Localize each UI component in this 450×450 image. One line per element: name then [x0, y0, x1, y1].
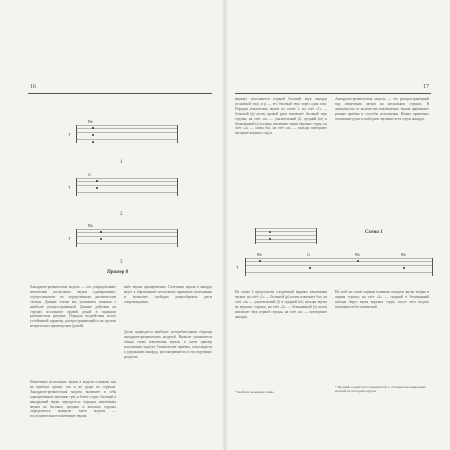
scheme-grid-small	[255, 228, 317, 244]
paragraph: Аккордово-ритмическая модель — это распространённый вид извлечения звуков на нескольких струнах. В зависимости от количества извлекаемых звуков применяют разные приёмы и способы исполнения. Важно правильно положение руки и свободное звучание всех струн аккорда.	[335, 97, 429, 121]
paragraph: Извлечение нескольких звуков в модели основано как на приёмах щипка, так и на удара по струнам. Аккордово-ритмическая модель включает в себя одновременное звучание трёх и более струн; басовый и аккордовый звуки чередуются; порядок извлечения звуков на басовых, средних и высоких струнах определяется номером такта модели — последовательное извлечение звуков.	[30, 380, 116, 419]
tab-label: Т	[68, 236, 71, 241]
chord-label: Bb	[355, 252, 360, 257]
scheme-caption: Схема 1	[365, 230, 383, 235]
tab-label: Т	[68, 132, 71, 137]
chord-label: Bb	[401, 252, 406, 257]
header-rule-right	[235, 93, 431, 94]
tab-grid-2	[76, 178, 178, 196]
tab-label: Т	[236, 265, 239, 270]
chord-label: Bb	[88, 119, 93, 124]
chord-label: G	[307, 252, 310, 257]
measure-mark: 2	[120, 212, 123, 217]
chord-label: G	[88, 172, 91, 177]
tab-label: Т	[68, 185, 71, 190]
paragraph: Далее приводится наиболее употребительные образцы аккордово-ритмических моделей. Вначале указывается общая схема извлечения звуков, а затем пример исполнения модели. Технические приёмы, относящиеся к удержанию аккорда, рассматриваются в последующих разделах.	[124, 330, 212, 359]
chord-label: Bb	[88, 223, 93, 228]
measure-mark: 3	[120, 260, 123, 265]
example-caption: Пример 8	[107, 270, 129, 275]
footnote-right: * Звучание создаётся на совокупности 1–16 вариантов аккордовых моделей на www.guitar-gpsy.ru	[335, 385, 426, 394]
tab-grid-3	[76, 229, 178, 247]
paragraph: На этой же схеме первым плавным пальцем звучат вторая и первая струны; на счёт «2» — средний и безымянный пальцы берут звуки верхних струн, после чего модель повторяется без изменений.	[335, 290, 429, 309]
footnote-left: * Колбасы пальцевые схемы	[235, 390, 274, 394]
chord-label: Bb	[257, 252, 262, 257]
paragraph: вариант исполняется первый басовый звук аккорда (основной тон), и р — его басовый звук через один такт. Порядок извлечения звуков по схеме 1: на счёт «1» — большой (p) палец правой руки извлекает басовый звук струны; на счёт «и» — указательный (i), средний (m) и безымянный (a) пальцы извлекают звуки верхних струн; на счёт «2» — снова бас, на счёт «и» — пальцы повторяют звучание верхних струн.	[235, 97, 327, 136]
header-rule-left	[28, 93, 212, 94]
paragraph: Аккордово-ритмическая модель — это упорядоченное извлечение нескольких звуков одновременно, осуществляемое по определённым ритмическим схемам. Данные схемы мы указываем, начиная с наиболее распространённой. Данные действия на струнах исполняют правой рукой в заданном ритмическом рисунке. Порядок воздействия носит устойчивый характер, распространяющийся на группы метрических промежутков (долей).	[30, 285, 116, 329]
measure-mark: 1	[120, 160, 123, 165]
right-page	[225, 0, 450, 450]
page-number-right: 17	[423, 84, 429, 90]
page-number-left: 16	[30, 84, 36, 90]
paragraph: набе звуков одновременно. Сочетание звуков в аккорде ведёт к образованию нескольких вариантов исполнения и позволяет свободно разнообразить ритм сопровождения.	[124, 285, 212, 304]
paragraph: На схеме 2 представлен следующий вариант извлечения звуков: на счёт «1» — большой (p) палец извлекает бас; на счёт «и» — указательный (i) и средний (m) пальцы звучат на верхних струнах; на счёт «2» — безымянный (a) палец извлекает звук первой струны, на счёт «и» — повторение аккорда.	[235, 290, 327, 319]
